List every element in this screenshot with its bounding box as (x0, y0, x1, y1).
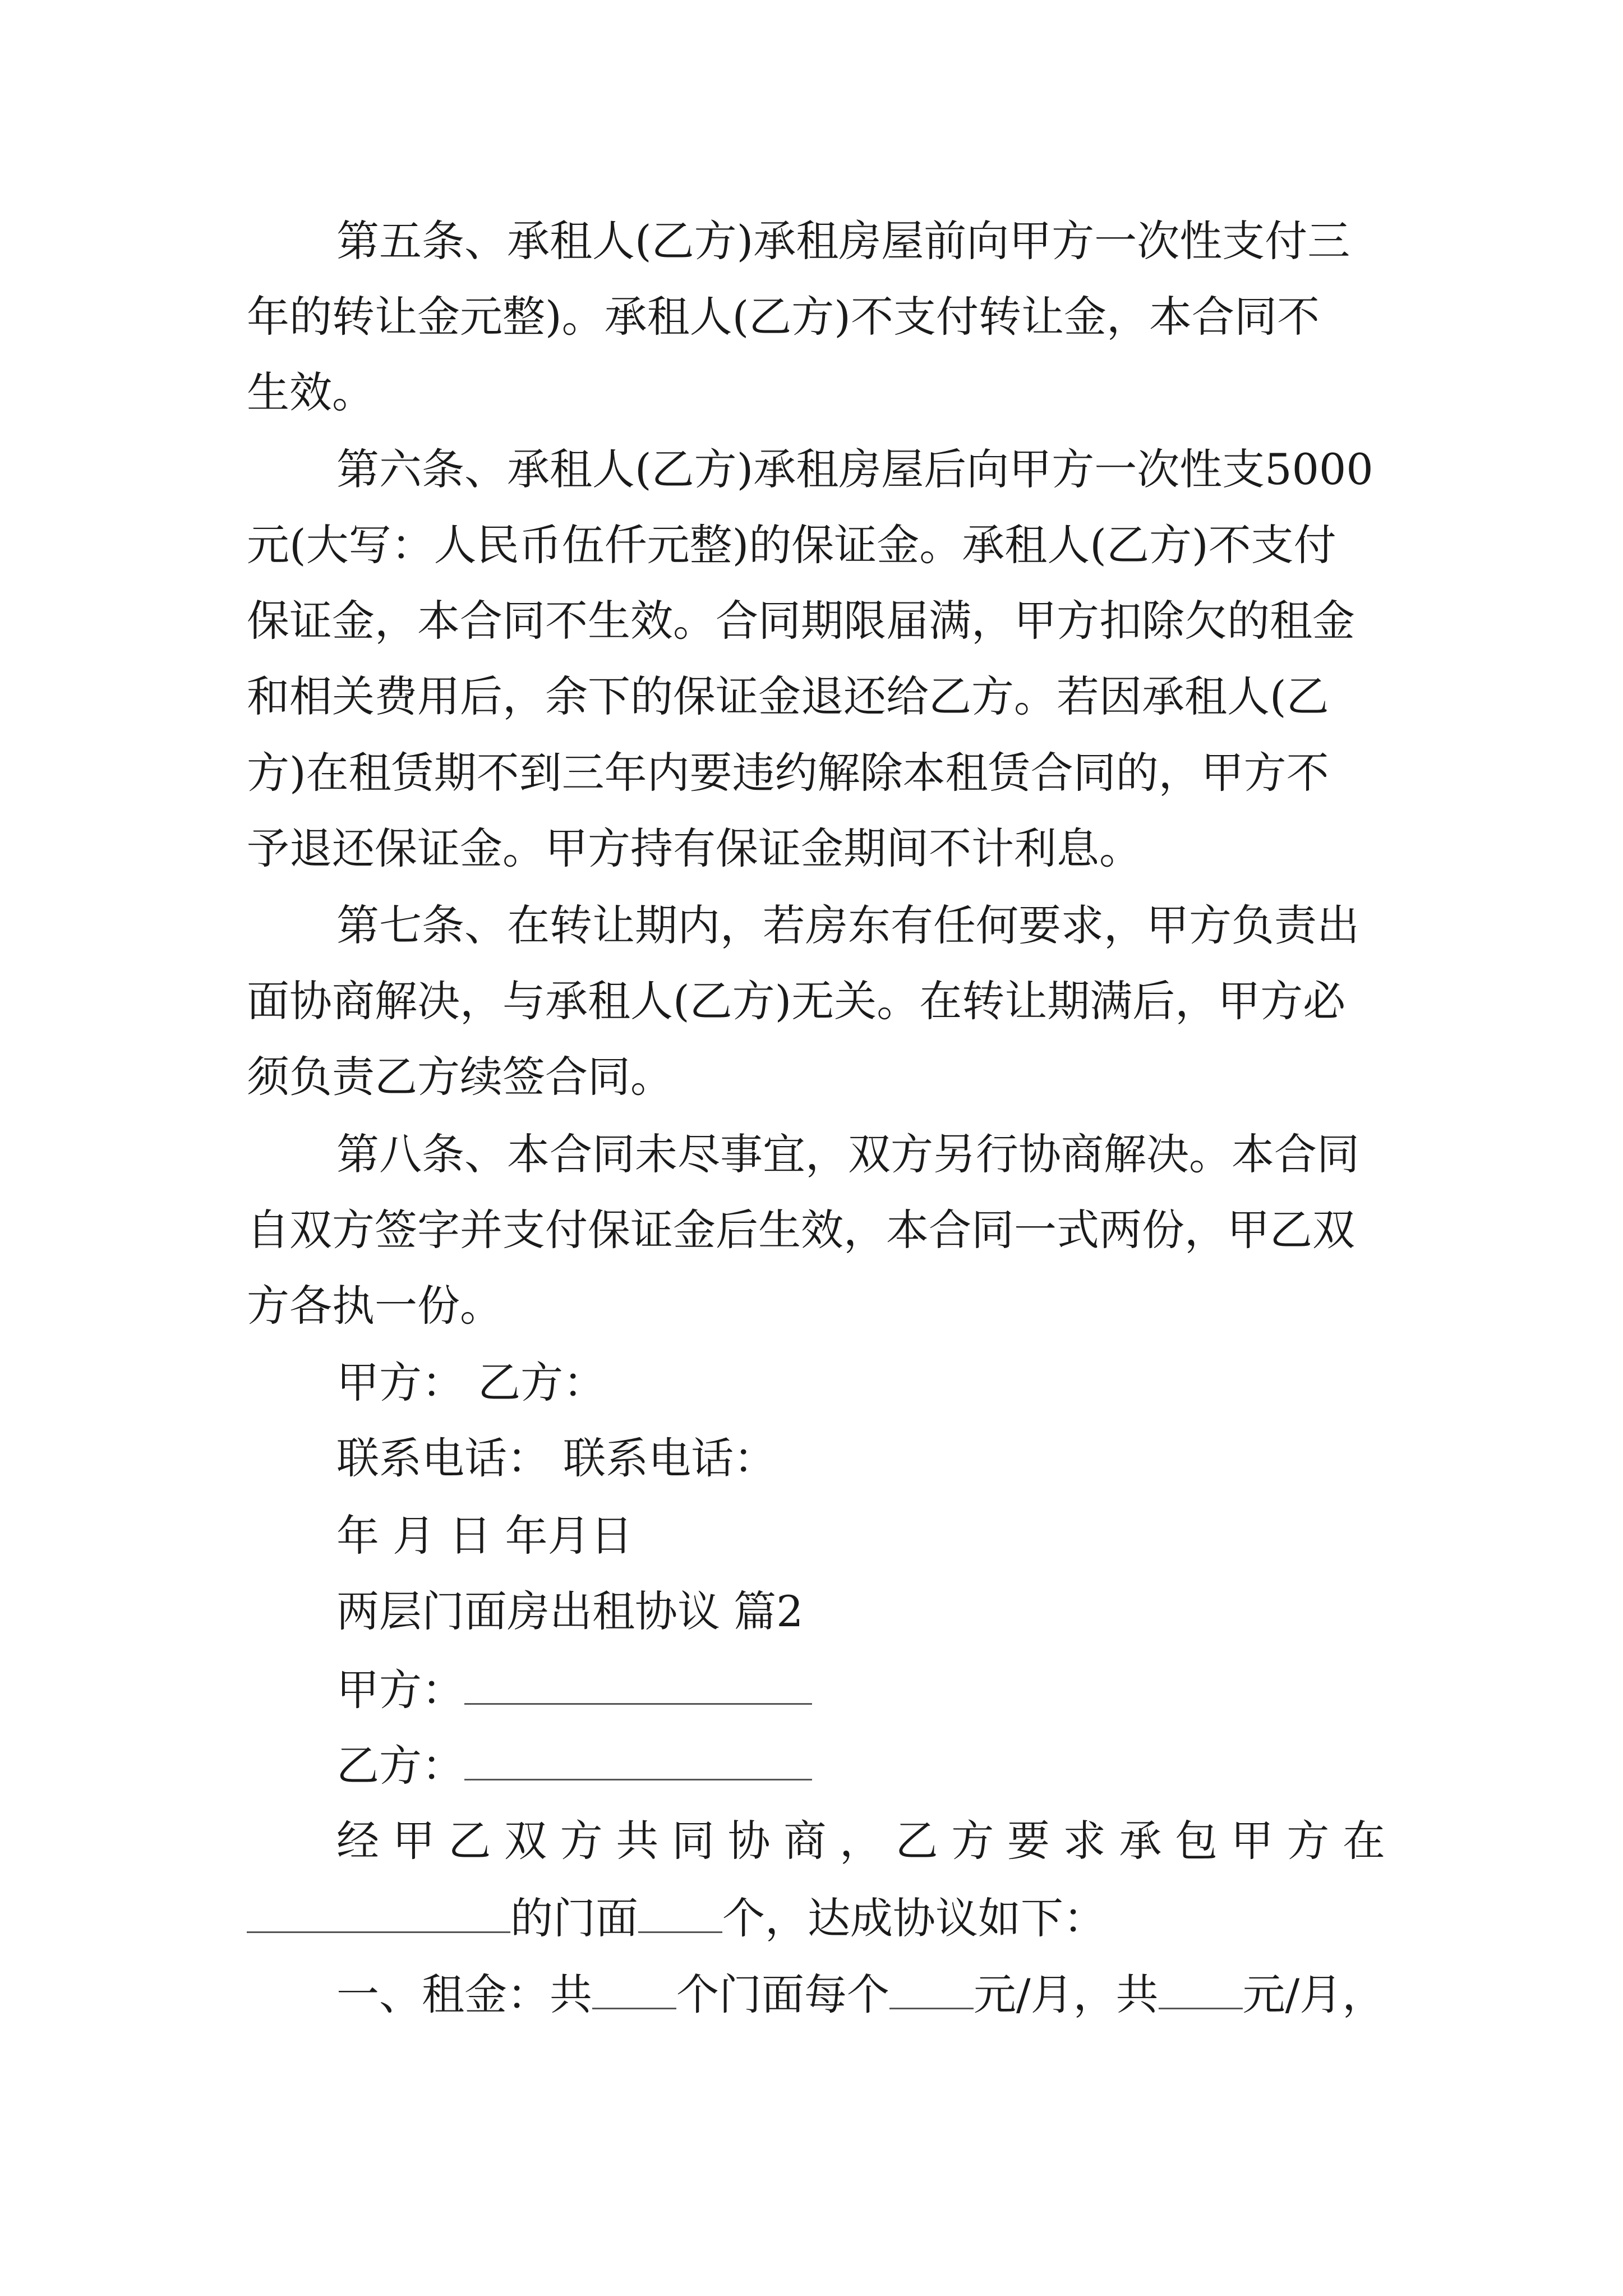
article-8-line-1: 第八条、本合同未尽事宜，双方另行协商解决。本合同 (336, 1129, 1359, 1179)
article-5-line-2: 年的转让金元整)。承租人(乙方)不支付转让金，本合同不 (247, 292, 1320, 342)
article-6-line-4: 和相关费用后，余下的保证金退还给乙方。若因承租人(乙 (247, 671, 1329, 721)
shop-count-blank (638, 1889, 722, 1933)
article-6-line-3: 保证金，本合同不生效。合同期限届满，甲方扣除欠的租金 (247, 596, 1355, 646)
article-6-line-2: 元(大写：人民币伍仟元整)的保证金。承租人(乙方)不支付 (247, 520, 1336, 570)
intro-line-2 (247, 1889, 1385, 1947)
article-6-line-5: 方)在租赁期不到三年内要违约解除本租赁合同的，甲方不 (247, 748, 1329, 798)
article-8-line-2: 自双方签字并支付保证金后生效，本合同一式两份，甲乙双 (247, 1205, 1355, 1255)
rent-part-b: 个门面每个 (676, 1970, 889, 2019)
intro-line-1: 经甲乙双方共同协商，乙方要求承包甲方在 (336, 1816, 1385, 1866)
location-blank (247, 1889, 510, 1933)
article-8-line-3: 方各执一份。 (247, 1281, 502, 1331)
signature-phones: 联系电话： 联系电话： (336, 1433, 777, 1483)
party-a-row (336, 1660, 1475, 1718)
intro-line-2-part-b: 个，达成协议如下： (722, 1893, 1106, 1943)
party-b-blank (464, 1736, 812, 1780)
party-a-label: 甲方： (336, 1665, 464, 1715)
rent-each-blank (889, 1965, 974, 2009)
intro-line-2-part-a: 的门面 (510, 1893, 638, 1943)
signature-parties: 甲方： 乙方： (336, 1358, 606, 1407)
article-7-line-3: 须负责乙方续签合同。 (247, 1052, 673, 1102)
section-2-title: 两层门面房出租协议 篇2 (336, 1586, 804, 1636)
party-b-label: 乙方： (336, 1741, 464, 1791)
article-5-line-3: 生效。 (247, 367, 375, 417)
article-7-line-1: 第七条、在转让期内，若房东有任何要求，甲方负责出 (336, 900, 1359, 950)
article-6-line-1: 第六条、承租人(乙方)承租房屋后向甲方一次性支5000 (336, 444, 1373, 494)
article-7-line-2: 面协商解决，与承租人(乙方)无关。在转让期满后，甲方必 (247, 976, 1346, 1026)
party-a-blank (464, 1660, 812, 1705)
article-5-line-1: 第五条、承租人(乙方)承租房屋前向甲方一次性支付三 (336, 216, 1350, 266)
rent-part-c: 元/月，共 (974, 1970, 1159, 2019)
rent-total-blank (1159, 1965, 1243, 2009)
rent-part-d: 元/月， (1242, 1970, 1385, 2019)
signature-dates: 年 月 日 年月日 (336, 1511, 633, 1561)
article-6-line-6: 予退还保证金。甲方持有保证金期间不计利息。 (247, 823, 1142, 873)
rent-shop-count-blank (592, 1965, 676, 2009)
rent-line (336, 1965, 1475, 2023)
party-b-row (336, 1736, 1475, 1794)
rent-part-a: 一、租金：共 (336, 1970, 592, 2019)
